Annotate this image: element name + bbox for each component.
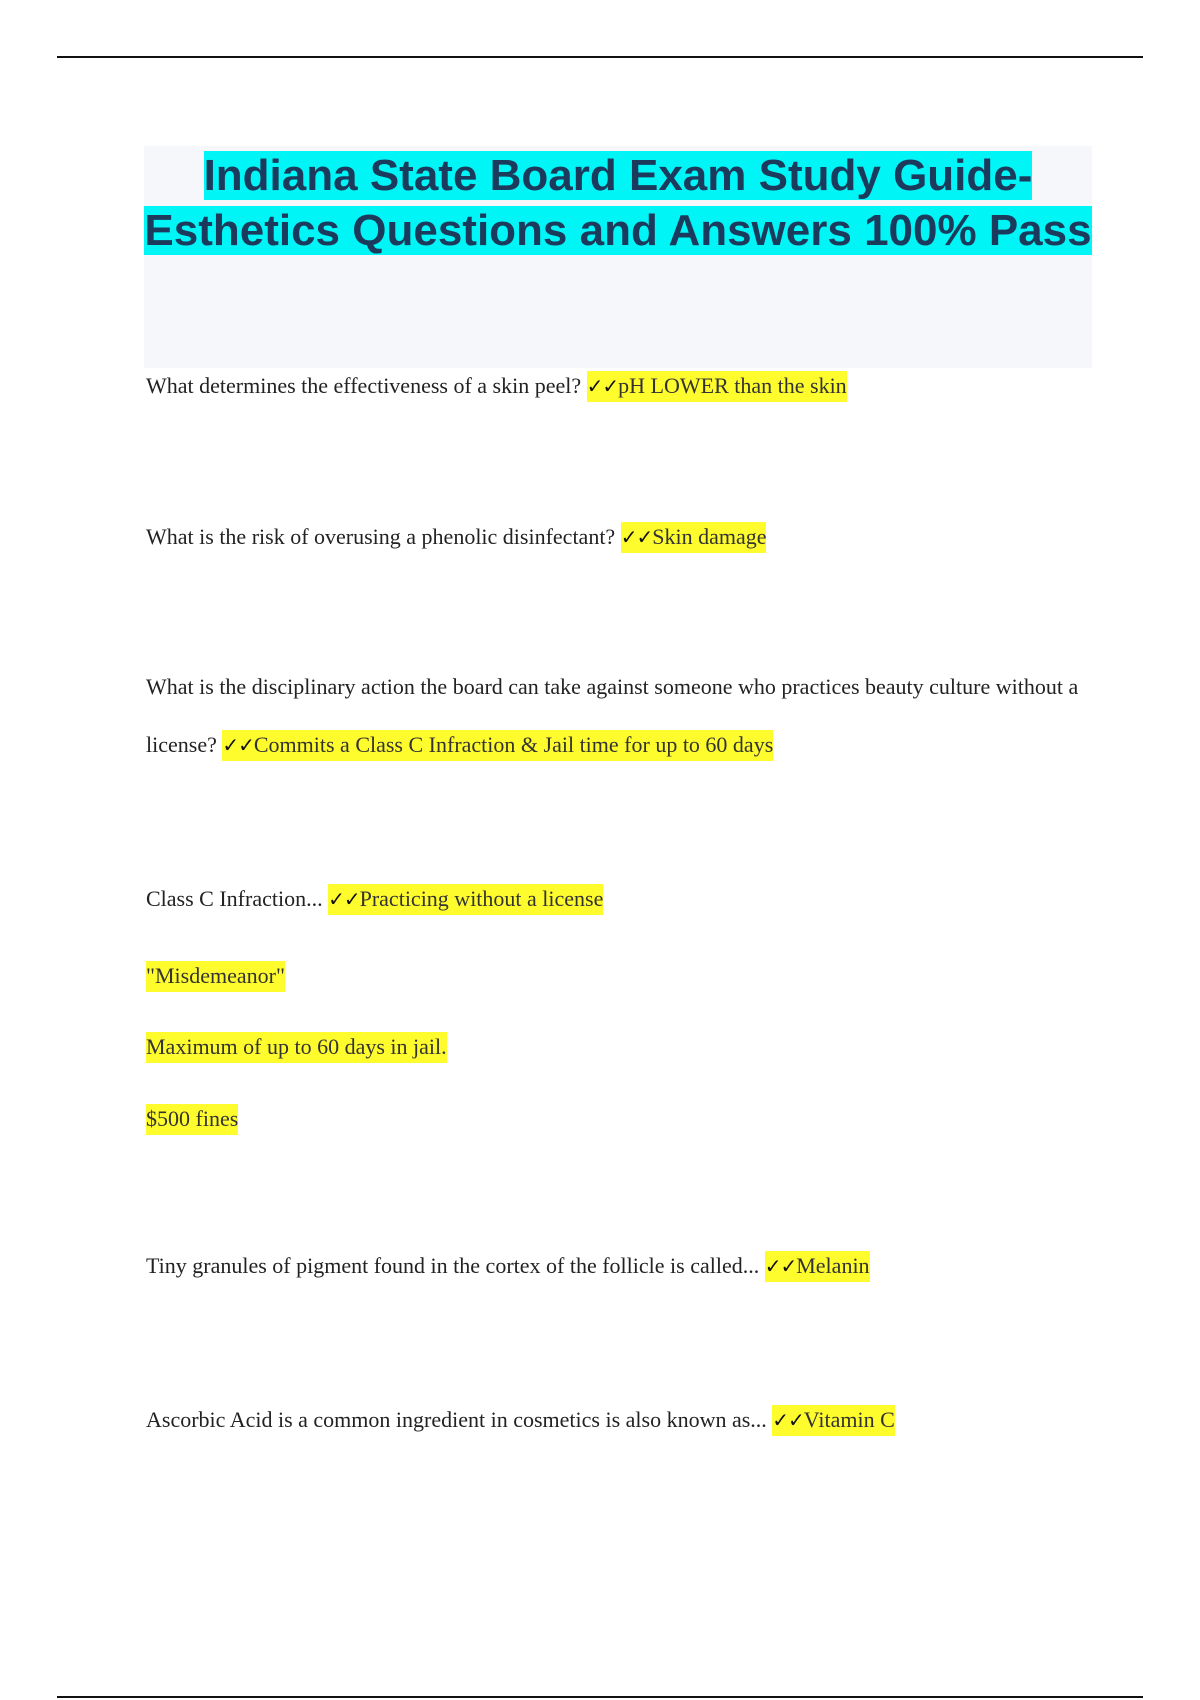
check-mark-icon: ✓✓ <box>586 374 619 398</box>
answer-highlight <box>587 371 847 402</box>
answer-line <box>146 947 1086 1005</box>
answer-highlight <box>621 522 767 553</box>
answer-text: Skin damage <box>652 524 767 549</box>
question-text: What is the disciplinary action the board can take against someone who practices beauty culture without a license? <box>146 674 1079 757</box>
answer-text: Maximum of up to 60 days in jail. <box>146 1032 447 1063</box>
qa-item <box>146 870 1086 928</box>
qa-item <box>146 658 1086 774</box>
answer-highlight <box>772 1405 894 1436</box>
answer-text: Melanin <box>796 1253 870 1278</box>
check-mark-icon: ✓✓ <box>772 1408 804 1432</box>
answer-text: "Misdemeanor" <box>146 961 285 992</box>
answer-text: Commits a Class C Infraction & Jail time for up to 60 days <box>253 732 774 757</box>
question-text: What determines the effectiveness of a skin peel? <box>146 373 582 398</box>
qa-item <box>146 508 1086 566</box>
qa-item <box>146 1391 1086 1449</box>
answer-highlight <box>328 884 603 915</box>
answer-text: $500 fines <box>146 1104 238 1135</box>
title-highlight: Indiana State Board Exam Study Guide- Esthetics Questions and Answers 100% Pass <box>144 151 1092 255</box>
question-text: Ascorbic Acid is a common ingredient in cosmetics is also known as... <box>146 1407 767 1432</box>
answer-text: Vitamin C <box>803 1407 895 1432</box>
check-mark-icon: ✓✓ <box>764 1254 797 1278</box>
document-title <box>144 146 1092 258</box>
question-text: Class C Infraction... <box>146 886 323 911</box>
qa-item <box>146 357 1086 415</box>
title-block <box>144 146 1092 368</box>
answer-line <box>146 1090 1086 1148</box>
qa-item <box>146 1237 1086 1295</box>
answer-highlight <box>222 730 773 761</box>
check-mark-icon: ✓✓ <box>620 525 653 549</box>
check-mark-icon: ✓✓ <box>328 887 360 911</box>
answer-highlight <box>765 1251 870 1282</box>
question-text: Tiny granules of pigment found in the cortex of the follicle is called... <box>146 1253 760 1278</box>
answer-line <box>146 1018 1086 1076</box>
check-mark-icon: ✓✓ <box>222 733 254 757</box>
question-text: What is the risk of overusing a phenolic disinfectant? <box>146 524 616 549</box>
bottom-rule <box>57 1696 1143 1698</box>
answer-text: Practicing without a license <box>359 886 604 911</box>
top-rule <box>57 56 1143 58</box>
answer-text: pH LOWER than the skin <box>618 373 847 398</box>
